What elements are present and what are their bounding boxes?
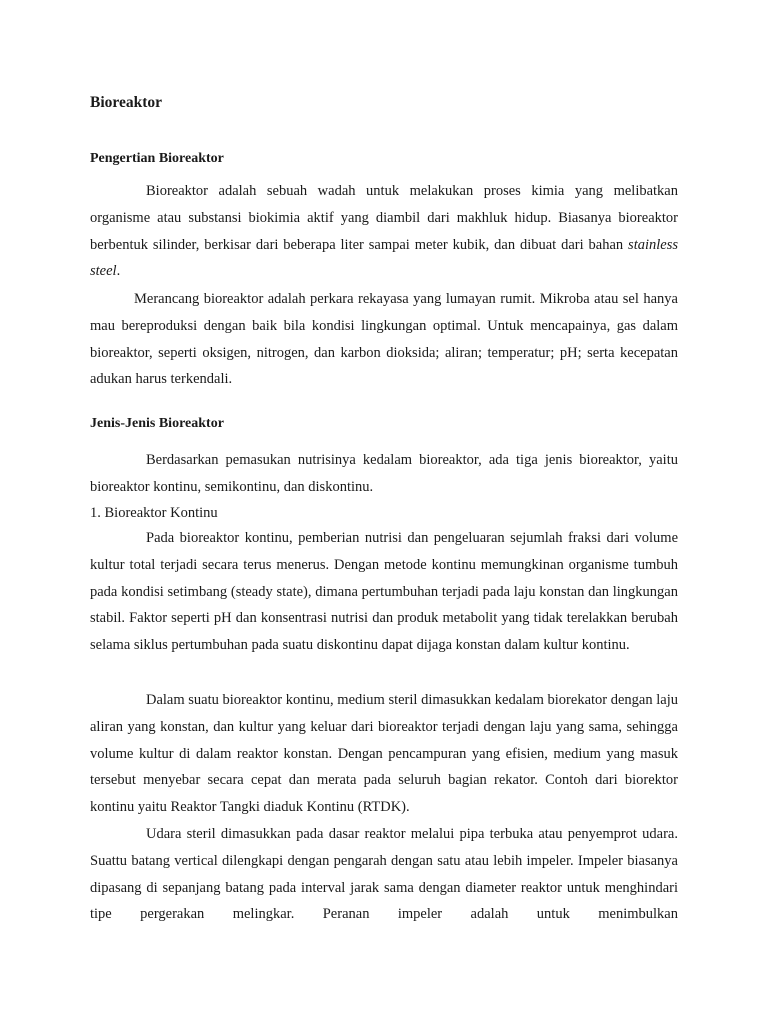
paragraph-kontinu-1: Pada bioreaktor kontinu, pemberian nutrisi dan pengeluaran sejumlah fraksi dari volume kultur total terjadi secara terus menerus. Dengan metode kontinu memungkinan organisme tumbuh pada kondisi setimbang (steady state), dimana pertumbuhan terjadi pada laju konstan dan lingkungan stabil. Faktor seperti pH dan konsentrasi nutrisi dan produk metabolit yang tidak terelakkan berubah selama siklus pertumbuhan pada suatu diskontinu dapat dijaga konstan dalam kultur kontinu.	[90, 530, 678, 654]
paragraph-design: Merancang bioreaktor adalah perkara rekayasa yang lumayan rumit. Mikroba atau sel hanya mau bereproduksi dengan baik bila kondisi lingkungan optimal. Untuk mencapainya, gas dalam bioreaktor, seperti oksigen, nitrogen, dan karbon dioksida; aliran; temperatur; pH; serta kecepatan adukan harus terkendali.	[90, 291, 678, 388]
section-heading-pengertian: Pengertian Bioreaktor	[90, 151, 224, 166]
paragraph-definition	[90, 178, 678, 285]
paragraph-kontinu-2: Dalam suatu bioreaktor kontinu, medium steril dimasukkan kedalam biorekator dengan laju aliran yang konstan, dan kultur yang keluar dari bioreaktor terjadi dengan laju yang sama, sehingga volume kultur di dalam reaktor konstan. Dengan pencampuran yang efisien, medium yang masuk tersebut menyebar secara cepat dan merata pada seluruh bagian rekator. Contoh dari biorektor kontinu yaitu Reaktor Tangki diaduk Kontinu (RTDK).	[90, 692, 678, 816]
list-item-kontinu: 1. Bioreaktor Kontinu	[90, 505, 218, 521]
document-title: Bioreaktor	[90, 94, 163, 111]
paragraph-types-intro: Berdasarkan pemasukan nutrisinya kedalam bioreaktor, ada tiga jenis bioreaktor, yaitu bioreaktor kontinu, semikontinu, dan diskontinu.	[90, 452, 678, 495]
paragraph-kontinu-3: Udara steril dimasukkan pada dasar reaktor melalui pipa terbuka atau penyemprot udara. Suattu batang vertical dilengkapi dengan pengarah dengan satu atau lebih impeler. Impeler biasanya dipasang di sepanjang batang pada interval jarak sama dengan diameter reaktor untuk menghindari tipe pergerakan melingkar. Peranan impeler adalah untuk menimbulkan	[90, 826, 678, 923]
section-heading-jenis: Jenis-Jenis Bioreaktor	[90, 416, 224, 431]
paragraph-definition-end: .	[116, 263, 121, 280]
paragraph-definition-text: Bioreaktor adalah sebuah wadah untuk melakukan proses kimia yang melibatkan organisme atau substansi biokimia aktif yang diambil dari makhluk hidup. Biasanya bioreaktor berbentuk silinder, berkisar dari beberapa liter sampai meter kubik, dan dibuat dari bahan	[90, 183, 678, 253]
italic-term: stainless steel	[90, 236, 678, 280]
